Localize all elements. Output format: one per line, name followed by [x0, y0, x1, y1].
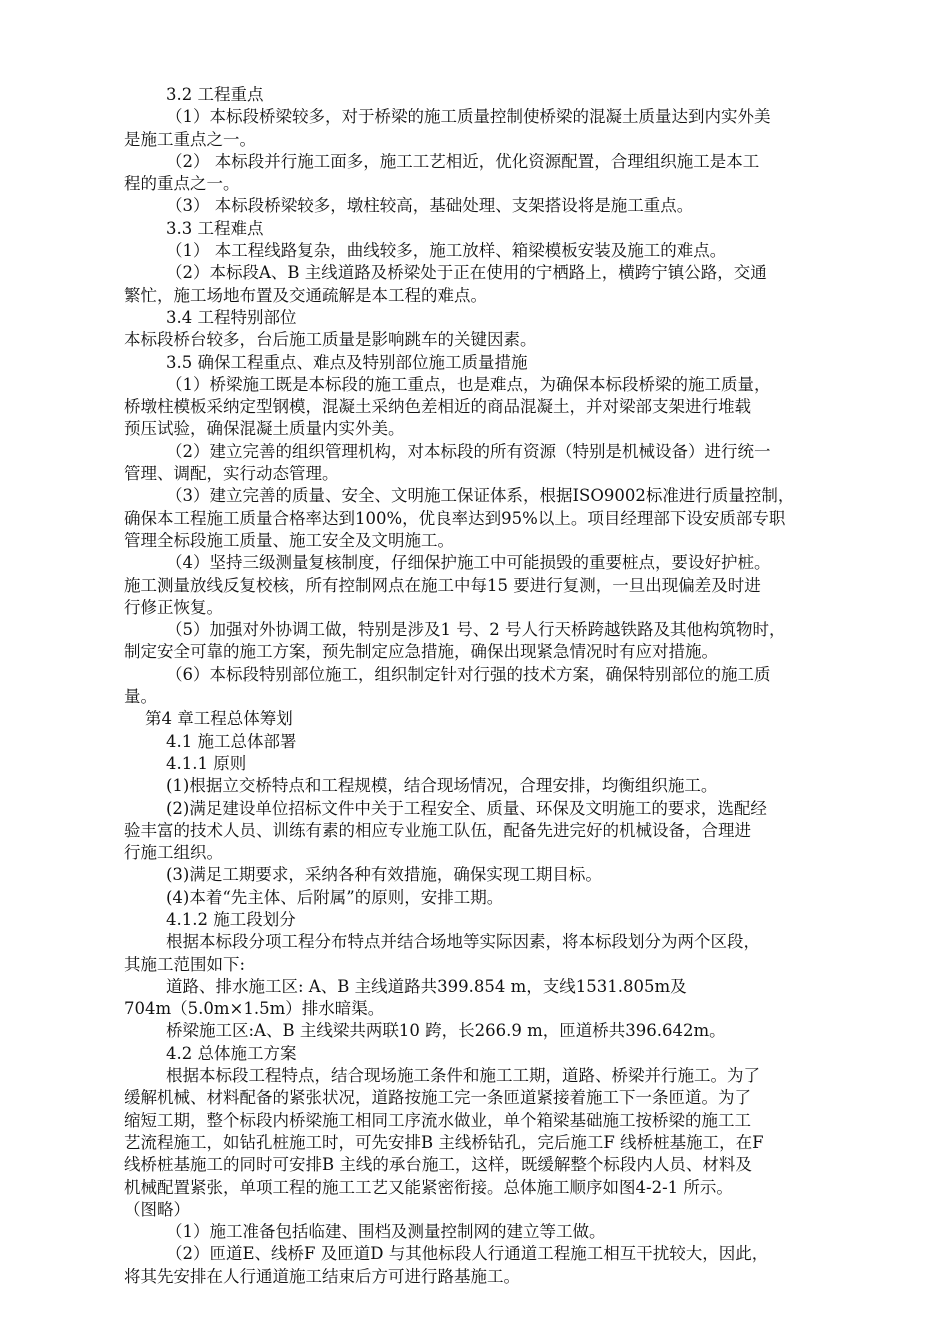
paragraph-line: 管理全标段施工质量、施工安全及文明施工。: [124, 530, 454, 550]
paragraph-line: 验丰富的技术人员、训练有素的相应专业施工队伍，配备先进完好的机械设备，合理进: [124, 820, 751, 840]
document-line: 4.2 总体施工方案: [166, 1043, 297, 1063]
paragraph-line: 缓解机械、材料配备的紧张状况，道路按施工完一条匝道紧接着施工下一条匝道。为了: [124, 1088, 751, 1108]
paragraph-line: （2）建立完善的组织管理机构，对本标段的所有资源（特别是机械设备）进行统一: [166, 441, 771, 461]
paragraph-line: 施工测量放线反复校核，所有控制网点在施工中每15 要进行复测，一旦出现偏差及时进: [124, 575, 761, 595]
document-page: [124, 84, 884, 1288]
paragraph-line: 预压试验，确保混凝土质量内实外美。: [124, 419, 405, 439]
document-line: 4.1.2 施工段划分: [166, 909, 296, 929]
document-line: 根据本标段分项工程分布特点并结合场地等实际因素，将本标段划分为两个区段，: [166, 932, 760, 952]
document-line: 4.1.1 原则: [166, 753, 247, 773]
paragraph-line: 量。: [124, 687, 157, 707]
paragraph-line: 704m（5.0m×1.5m）排水暗渠。: [124, 999, 385, 1019]
paragraph-line: （6）本标段特别部位施工，组织制定针对行强的技术方案，确保特别部位的施工质: [166, 664, 771, 684]
document-line: 4.1 施工总体部署: [166, 731, 297, 751]
paragraph-line: （1）本标段桥梁较多，对于桥梁的施工质量控制使桥梁的混凝土质量达到内实外美: [166, 107, 771, 127]
paragraph-line: 艺流程施工，如钻孔桩施工时，可先安排B 主线桥钻孔，完后施工F 线桥桩基施工，在F: [124, 1132, 764, 1152]
document-line: (2)满足建设单位招标文件中关于工程安全、质量、环保及文明施工的要求，选配经: [166, 798, 767, 818]
document-line: 桥梁施工区:A、B 主线梁共两联10 跨，长266.9 m，匝道桥共396.642m。: [166, 1021, 726, 1041]
document-line: 根据本标段工程特点，结合现场施工条件和施工工期，道路、桥梁并行施工。为了: [166, 1066, 760, 1086]
paragraph-line: （1） 本工程线路复杂，曲线较多，施工放样、箱梁模板安装及施工的难点。: [166, 241, 727, 261]
document-line: 3.5 确保工程重点、难点及特别部位施工质量措施: [166, 352, 528, 372]
paragraph-line: 程的重点之一。: [124, 174, 240, 194]
paragraph-line: 管理、调配，实行动态管理。: [124, 464, 339, 484]
paragraph-line: （2） 本标段并行施工面多，施工工艺相近，优化资源配置，合理组织施工是本工: [166, 151, 760, 171]
paragraph-line: 其施工范围如下:: [124, 954, 246, 974]
paragraph-line: （1）桥梁施工既是本标段的施工重点，也是难点，为确保本标段桥梁的施工质量，: [166, 374, 771, 394]
paragraph-line: 桥墩柱模板采纳定型钢模，混凝土采纳色差相近的商品混凝土，并对梁部支架进行堆载: [124, 397, 751, 417]
paragraph-line: 是施工重点之一。: [124, 129, 256, 149]
document-line: (1)根据立交桥特点和工程规模，结合现场情况，合理安排，均衡组织施工。: [166, 776, 718, 796]
paragraph-line: 第4 章工程总体筹划: [145, 709, 293, 729]
document-line: (3)满足工期要求，采纳各种有效措施，确保实现工期目标。: [166, 865, 602, 885]
paragraph-line: 行修正恢复。: [124, 597, 223, 617]
paragraph-line: 将其先安排在人行通道施工结束后方可进行路基施工。: [124, 1266, 520, 1286]
document-line: 3.3 工程难点: [166, 218, 264, 238]
document-line: 3.4 工程特别部位: [166, 307, 297, 327]
paragraph-line: （2）本标段A、B 主线道路及桥梁处于正在使用的宁栖路上，横跨宁镇公路，交通: [166, 263, 767, 283]
paragraph-line: 繁忙，施工场地布置及交通疏解是本工程的难点。: [124, 285, 487, 305]
paragraph-line: （3） 本标段桥梁较多，墩柱较高，基础处理、支架搭设将是施工重点。: [166, 196, 694, 216]
paragraph-line: 缩短工期，整个标段内桥梁施工相同工序流水做业，单个箱梁基础施工按桥梁的施工工: [124, 1110, 751, 1130]
paragraph-line: 制定安全可靠的施工方案，预先制定应急措施，确保出现紧急情况时有应对措施。: [124, 642, 718, 662]
paragraph-line: （1）施工准备包括临建、围档及测量控制网的建立等工做。: [166, 1222, 606, 1242]
document-line: 道路、排水施工区: A、B 主线道路共399.854 m，支线1531.805m及: [166, 976, 687, 996]
paragraph-line: （5）加强对外协调工做，特别是涉及1 号、2 号人行天桥跨越铁路及其他构筑物时，: [166, 620, 786, 640]
paragraph-line: 本标段桥台较多，台后施工质量是影响跳车的关键因素。: [124, 330, 537, 350]
document-line: (4)本着“先主体、后附属”的原则，安排工期。: [166, 887, 504, 907]
paragraph-line: 线桥桩基施工的同时可安排B 主线的承台施工，这样，既缓解整个标段内人员、材料及: [124, 1155, 752, 1175]
document-line: 3.2 工程重点: [166, 85, 264, 104]
paragraph-line: 机械配置紧张，单项工程的施工工艺又能紧密衔接。总体施工顺序如图4-2-1 所示。: [124, 1177, 733, 1197]
paragraph-line: 行施工组织。: [124, 843, 223, 863]
paragraph-line: 确保本工程施工质量合格率达到100%，优良率达到95%以上。项目经理部下设安质部专职: [124, 508, 786, 528]
paragraph-line: （3）建立完善的质量、安全、文明施工保证体系，根据ISO9002标准进行质量控制，: [166, 486, 795, 506]
paragraph-line: （2）匝道E、线桥F 及匝道D 与其他标段人行通道工程施工相互干扰较大，因此，: [166, 1244, 769, 1264]
paragraph-line: （4）坚持三级测量复核制度，仔细保护施工中可能损毁的重要桩点，要设好护桩。: [166, 553, 771, 573]
paragraph-line: （图略）: [124, 1199, 190, 1219]
